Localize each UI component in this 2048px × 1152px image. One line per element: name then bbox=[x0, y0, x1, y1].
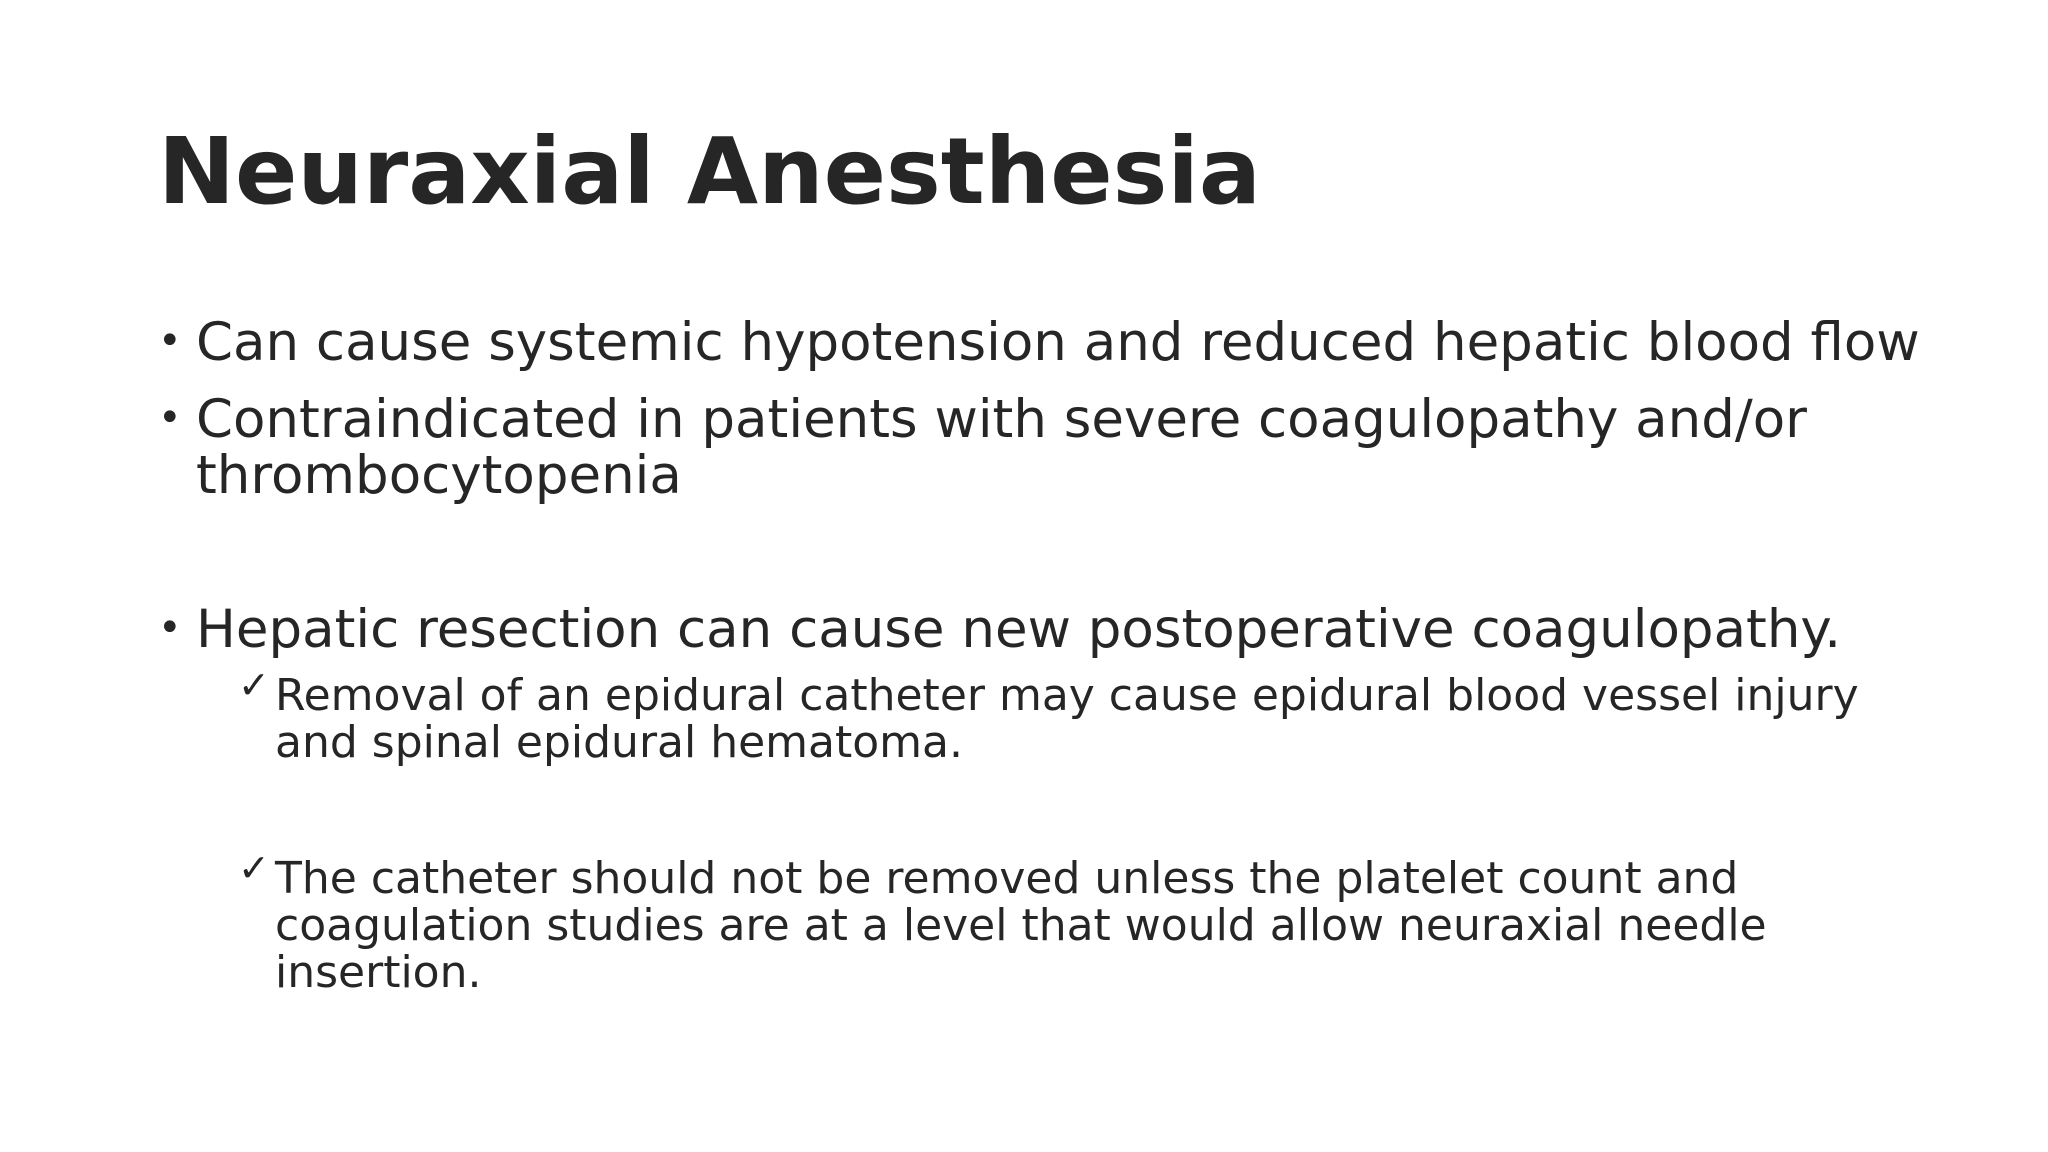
bullet-text-line: Hepatic resection can cause new postoperative coagulopathy. bbox=[196, 599, 1842, 660]
check-icon: ✓ bbox=[238, 846, 270, 890]
checklist-item bbox=[238, 663, 1859, 768]
slide-title: Neuraxial Anesthesia bbox=[158, 118, 1261, 225]
checklist-text-line: and spinal epidural hematoma. bbox=[275, 717, 963, 768]
bullet-item bbox=[158, 599, 1842, 660]
checklist-text-line: insertion. bbox=[275, 947, 482, 998]
bullet-text-line: Contraindicated in patients with severe coagulopathy and/or bbox=[196, 389, 1807, 450]
bullet-item bbox=[158, 389, 1807, 506]
bullet-marker: • bbox=[158, 395, 182, 441]
checklist-text-line: Removal of an epidural catheter may cause epidural blood vessel injury bbox=[275, 670, 1859, 721]
checklist-text-line: coagulation studies are at a level that would allow neuraxial needle bbox=[275, 900, 1767, 951]
check-icon: ✓ bbox=[238, 663, 270, 707]
checklist-item bbox=[238, 846, 1767, 998]
bullet-marker: • bbox=[158, 318, 182, 364]
bullet-marker: • bbox=[158, 605, 182, 651]
checklist-text-line: The catheter should not be removed unless the platelet count and bbox=[275, 853, 1739, 904]
bullet-text-line: Can cause systemic hypotension and reduced hepatic blood flow bbox=[196, 312, 1920, 373]
bullet-text-line: thrombocytopenia bbox=[196, 445, 682, 506]
bullet-item bbox=[158, 312, 1920, 373]
